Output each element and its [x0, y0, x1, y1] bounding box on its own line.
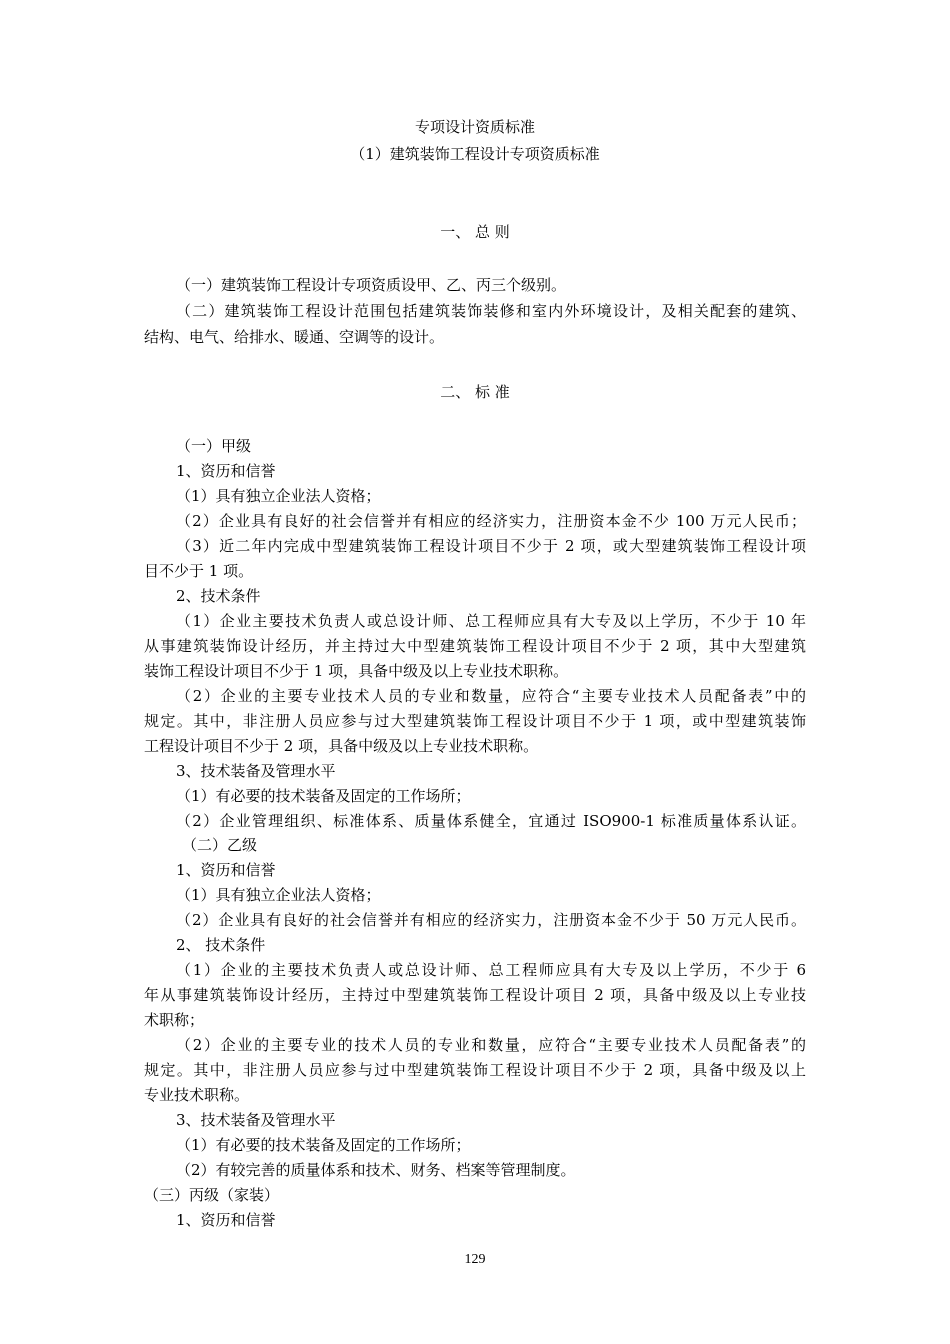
list-item: 规定。其中，非注册人员应参与过大型建筑装饰工程设计项目不少于 1 项，或中型建筑装饰: [144, 712, 806, 730]
grade-heading-a: （一）甲级: [176, 437, 252, 455]
section-heading-general: 一、 总 则: [440, 223, 510, 241]
list-item: （1）具有独立企业法人资格；: [176, 487, 381, 505]
list-item: 术职称；: [144, 1011, 205, 1029]
list-item: （2）企业的主要专业技术人员的专业和数量，应符合“主要专业技术人员配备表”中的: [176, 687, 806, 705]
list-item: 工程设计项目不少于 2 项，具备中级及以上专业技术职称。: [144, 737, 539, 755]
grade-heading-b: （二）乙级: [182, 836, 258, 854]
list-item: （2）有较完善的质量体系和技术、财务、档案等管理制度。: [176, 1161, 576, 1179]
subsection-heading: 2、技术条件: [176, 587, 261, 605]
list-item: （2）企业的主要专业的技术人员的专业和数量，应符合“主要专业技术人员配备表”的: [176, 1036, 806, 1054]
paragraph: （一）建筑装饰工程设计专项资质设甲、乙、丙三个级别。: [176, 276, 567, 294]
section-heading-standards: 二、 标 准: [440, 383, 510, 401]
list-item: （1）有必要的技术装备及固定的工作场所；: [176, 1136, 471, 1154]
grade-heading-c: （三）丙级（家装）: [144, 1186, 280, 1204]
list-item: （2）企业具有良好的社会信誉并有相应的经济实力，注册资本金不少于 50 万元人民币。: [176, 911, 806, 929]
list-item: 从事建筑装饰设计经历，并主持过大中型建筑装饰工程设计项目不少于 2 项，其中大型建筑: [144, 637, 806, 655]
subsection-heading: 1、资历和信誉: [176, 861, 276, 879]
paragraph: 结构、电气、给排水、暖通、空调等的设计。: [144, 328, 445, 346]
subsection-heading: 3、技术装备及管理水平: [176, 762, 336, 780]
list-item: （1）有必要的技术装备及固定的工作场所；: [176, 787, 471, 805]
document-title: 专项设计资质标准: [414, 118, 535, 136]
list-item: 规定。其中，非注册人员应参与过中型建筑装饰工程设计项目不少于 2 项，具备中级及以上: [144, 1061, 806, 1079]
subsection-heading: 1、资历和信誉: [176, 462, 276, 480]
document-subtitle: （1）建筑装饰工程设计专项资质标准: [350, 145, 600, 163]
list-item: 目不少于 1 项。: [144, 562, 254, 580]
list-item: （2）企业具有良好的社会信誉并有相应的经济实力，注册资本金不少 100 万元人民币；: [176, 512, 806, 530]
list-item: （1）企业主要技术负责人或总设计师、总工程师应具有大专及以上学历，不少于 10 年: [176, 612, 806, 630]
subsection-heading: 2、 技术条件: [176, 936, 266, 954]
list-item: （1）企业的主要技术负责人或总设计师、总工程师应具有大专及以上学历，不少于 6: [176, 961, 806, 979]
list-item: （3）近二年内完成中型建筑装饰工程设计项目不少于 2 项，或大型建筑装饰工程设计项: [176, 537, 806, 555]
list-item: （2）企业管理组织、标准体系、质量体系健全，宜通过 ISO900-1 标准质量体系认证。: [176, 812, 806, 830]
list-item: 专业技术职称。: [144, 1086, 250, 1104]
list-item: （1）具有独立企业法人资格；: [176, 886, 381, 904]
list-item: 装饰工程设计项目不少于 1 项，具备中级及以上专业技术职称。: [144, 662, 569, 680]
subsection-heading: 1、资历和信誉: [176, 1211, 276, 1229]
page-number: 129: [464, 1252, 486, 1267]
paragraph: （二）建筑装饰工程设计范围包括建筑装饰装修和室内外环境设计，及相关配套的建筑、: [176, 302, 806, 320]
subsection-heading: 3、技术装备及管理水平: [176, 1111, 336, 1129]
list-item: 年从事建筑装饰设计经历，主持过中型建筑装饰工程设计项目 2 项，具备中级及以上专业技: [144, 986, 806, 1004]
